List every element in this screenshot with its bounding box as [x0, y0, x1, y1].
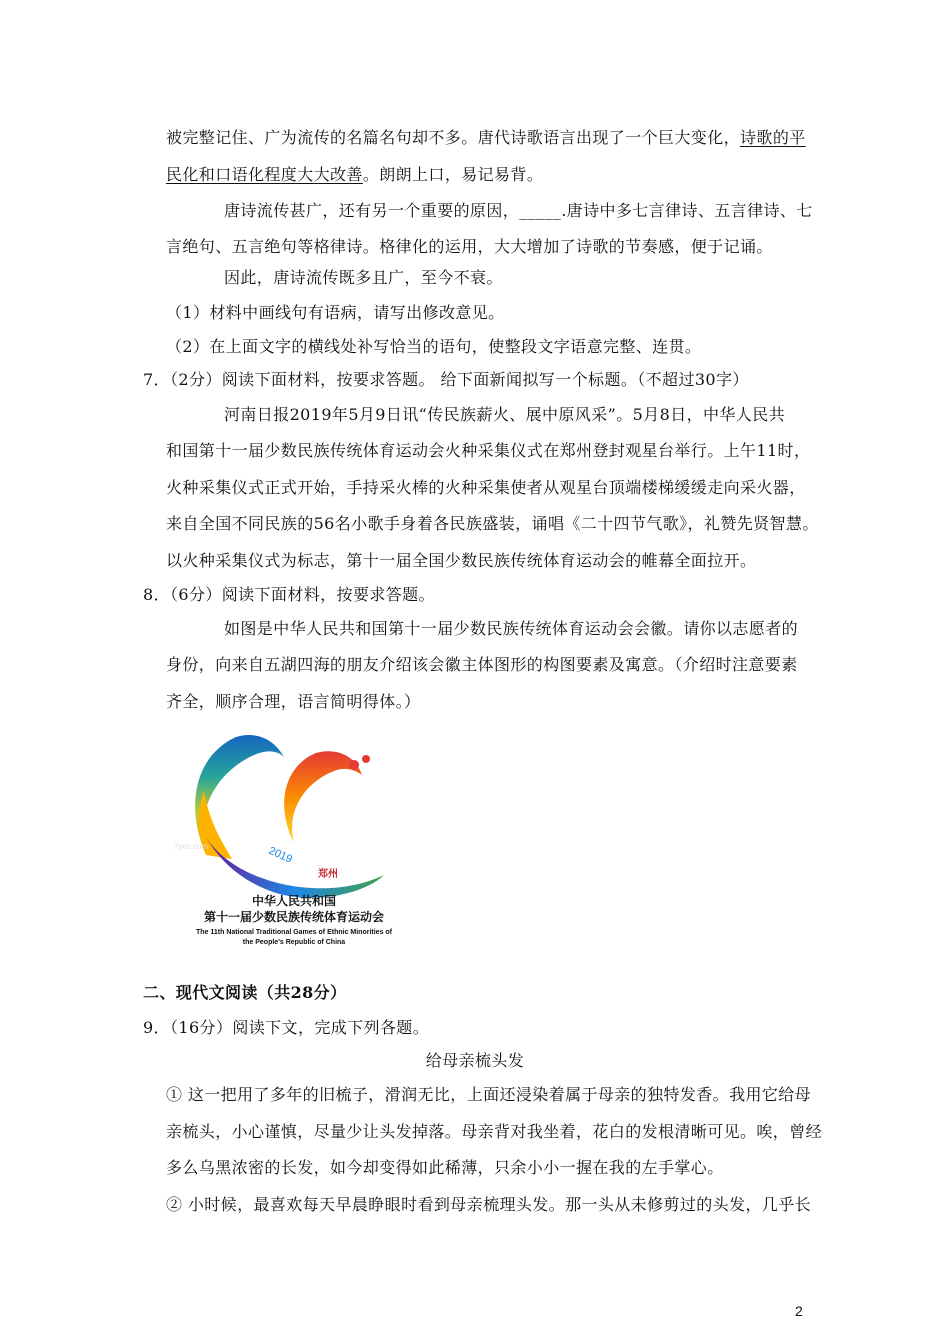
text-line: [166, 164, 543, 186]
text-line: 身份，向来自五湖四海的朋友介绍该会徽主体图形的构图要素及寓意。（介绍时注意要素: [166, 655, 798, 674]
text-line: 火种采集仪式正式开始，手持采火棒的火种采集使者从观星台顶端楼梯缓缓走向采火器，: [166, 478, 806, 497]
essay-paragraph-line: 多么乌黑浓密的长发，如今却变得如此稀薄，只余小小一握在我的左手掌心。: [166, 1158, 724, 1177]
text-line: 河南日报2019年5月9日讯“传民族薪火、展中原风采”。5月8日，中华人民共: [224, 405, 785, 424]
text-line: 齐全，顺序合理，语言简明得体。）: [166, 692, 421, 711]
text-line: 言绝句、五言绝句等格律诗。格律化的运用，大大增加了诗歌的节奏感，便于记诵。: [166, 237, 773, 256]
essay-paragraph-line: ② 小时候，最喜欢每天早晨睁眼时看到母亲梳理头发。那一头从未修剪过的头发，几乎长: [166, 1195, 812, 1214]
underlined-text: 民化和口语化程度大大改善: [166, 165, 363, 184]
text-line: [166, 127, 806, 149]
logo-title-cn-1: 中华人民共和国: [251, 894, 337, 908]
essay-paragraph-line: 亲梳头，小心谨慎，尽量少让头发掉落。母亲背对我坐着，花白的发根清晰可见。唉，曾经: [166, 1122, 823, 1141]
text-segment: 。朗朗上口，易记易背。: [362, 165, 544, 184]
text-segment: 被完整记住、广为流传的名篇名句却不多。唐代诗歌语言出现了一个巨大变化，: [166, 128, 741, 147]
underlined-text: 诗歌的平: [740, 128, 806, 147]
text-line: 因此，唐诗流传既多且广，至今不衰。: [224, 268, 503, 287]
question-7: 7．（2分）阅读下面材料，按要求答题。 给下面新闻拟写一个标题。（不超过30字）: [143, 370, 749, 389]
text-line: 以火种采集仪式为标志，第十一届全国少数民族传统体育运动会的帷幕全面拉开。: [166, 551, 757, 570]
logo-title-en-1: The 11th National Traditional Games of Ethnic Minorities of: [195, 929, 393, 936]
text-line: 和国第十一届少数民族传统体育运动会火种采集仪式在郑州登封观星台举行。上午11时，: [166, 441, 811, 460]
ribbon-shape: [206, 837, 384, 898]
section-heading: 二、现代文阅读（共28分）: [143, 983, 347, 1002]
essay-title: 给母亲梳头发: [425, 1051, 525, 1070]
sub-question: （2）在上面文字的横线处补写恰当的语句，使整段文字语意完整、连贯。: [166, 337, 702, 356]
logo-title-en-2: the People's Republic of China: [242, 939, 346, 946]
question-9: 9．（16分）阅读下文，完成下列各题。: [143, 1018, 430, 1037]
logo-year: 2019: [266, 844, 295, 866]
logo-city: 郑州: [318, 869, 338, 880]
question-8: 8．（6分）阅读下面材料，按要求答题。: [143, 585, 435, 604]
games-emblem-image: [166, 725, 422, 951]
essay-paragraph-line: ① 这一把用了多年的旧梳子，滑润无比，上面还浸染着属于母亲的独特发香。我用它给母: [166, 1085, 812, 1104]
page-number: 2: [795, 1303, 803, 1319]
text-line: 如图是中华人民共和国第十一届少数民族传统体育运动会会徽。请你以志愿者的: [224, 619, 799, 638]
text-line: 来自全国不同民族的56名小歌手身着各民族盛装，诵唱《二十四节气歌》，礼赞先贤智慧。: [166, 514, 819, 533]
logo-watermark: 7yes.com: [174, 842, 209, 851]
logo-title-cn-2: 第十一届少数民族传统体育运动会: [203, 910, 385, 924]
sub-question: （1）材料中画线句有语病，请写出修改意见。: [166, 303, 505, 322]
text-line: 唐诗流传甚广，还有另一个重要的原因，_____.唐诗中多七言律诗、五言律诗、七: [224, 201, 813, 220]
